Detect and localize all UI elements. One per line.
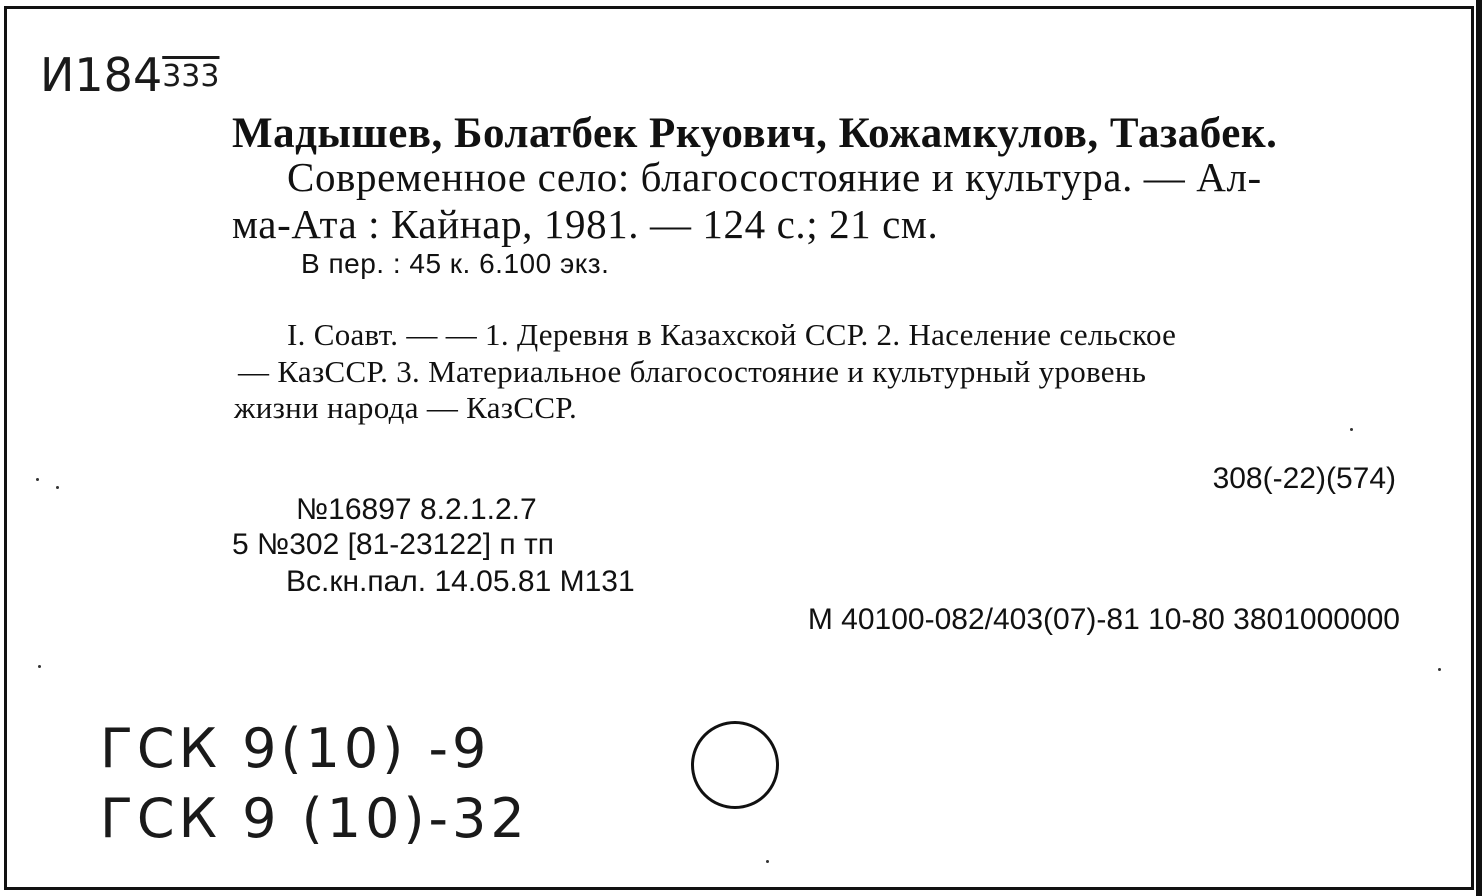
scan-speck — [766, 860, 769, 863]
card-number-line-2: 5 №302 [81-23122] п тп — [232, 528, 554, 561]
card-edge — [1476, 0, 1482, 896]
title-line-1: Современное село: благосостояние и культура. — Ал- — [287, 154, 1262, 200]
card-number-line-3: Вс.кн.пал. 14.05.81 М131 — [286, 565, 635, 598]
subjects-line-2: — КазССР. 3. Материальное благосостояние и культурный уровень — [238, 354, 1147, 389]
scan-speck — [38, 665, 41, 668]
card-number-line-4: М 40100-082/403(07)-81 10-80 3801000000 — [807, 603, 1400, 636]
scan-speck — [56, 486, 59, 489]
subjects-line-1: I. Соавт. — — 1. Деревня в Казахской ССР. 2. Население сельское — [287, 317, 1177, 352]
scan-speck — [1438, 668, 1441, 671]
card-punch-hole — [691, 721, 779, 809]
authors-heading: Мадышев, Болатбек Ркуович, Кожамкулов, Тазабек. — [232, 110, 1278, 157]
classification-code: 308(-22)(574) — [1212, 462, 1396, 495]
handwritten-inventory-main: И184 — [40, 48, 163, 102]
scan-speck — [1350, 428, 1353, 431]
handwritten-inventory-sup: 333 — [162, 59, 220, 94]
price-line: В пер. : 45 к. 6.100 экз. — [301, 248, 610, 279]
handwritten-shelf-note-1: ГСК 9(10) -9 — [100, 717, 491, 780]
title-line-2: ма-Ата : Кайнар, 1981. — 124 с.; 21 см. — [232, 201, 939, 247]
handwritten-shelf-note-2: ГСК 9 (10)-32 — [100, 787, 529, 850]
card-number-line-1: №16897 8.2.1.2.7 — [296, 493, 537, 526]
subjects-line-3: жизни народа — КазССР. — [234, 390, 578, 425]
handwritten-inventory-number — [40, 48, 220, 102]
scan-speck — [36, 478, 39, 481]
